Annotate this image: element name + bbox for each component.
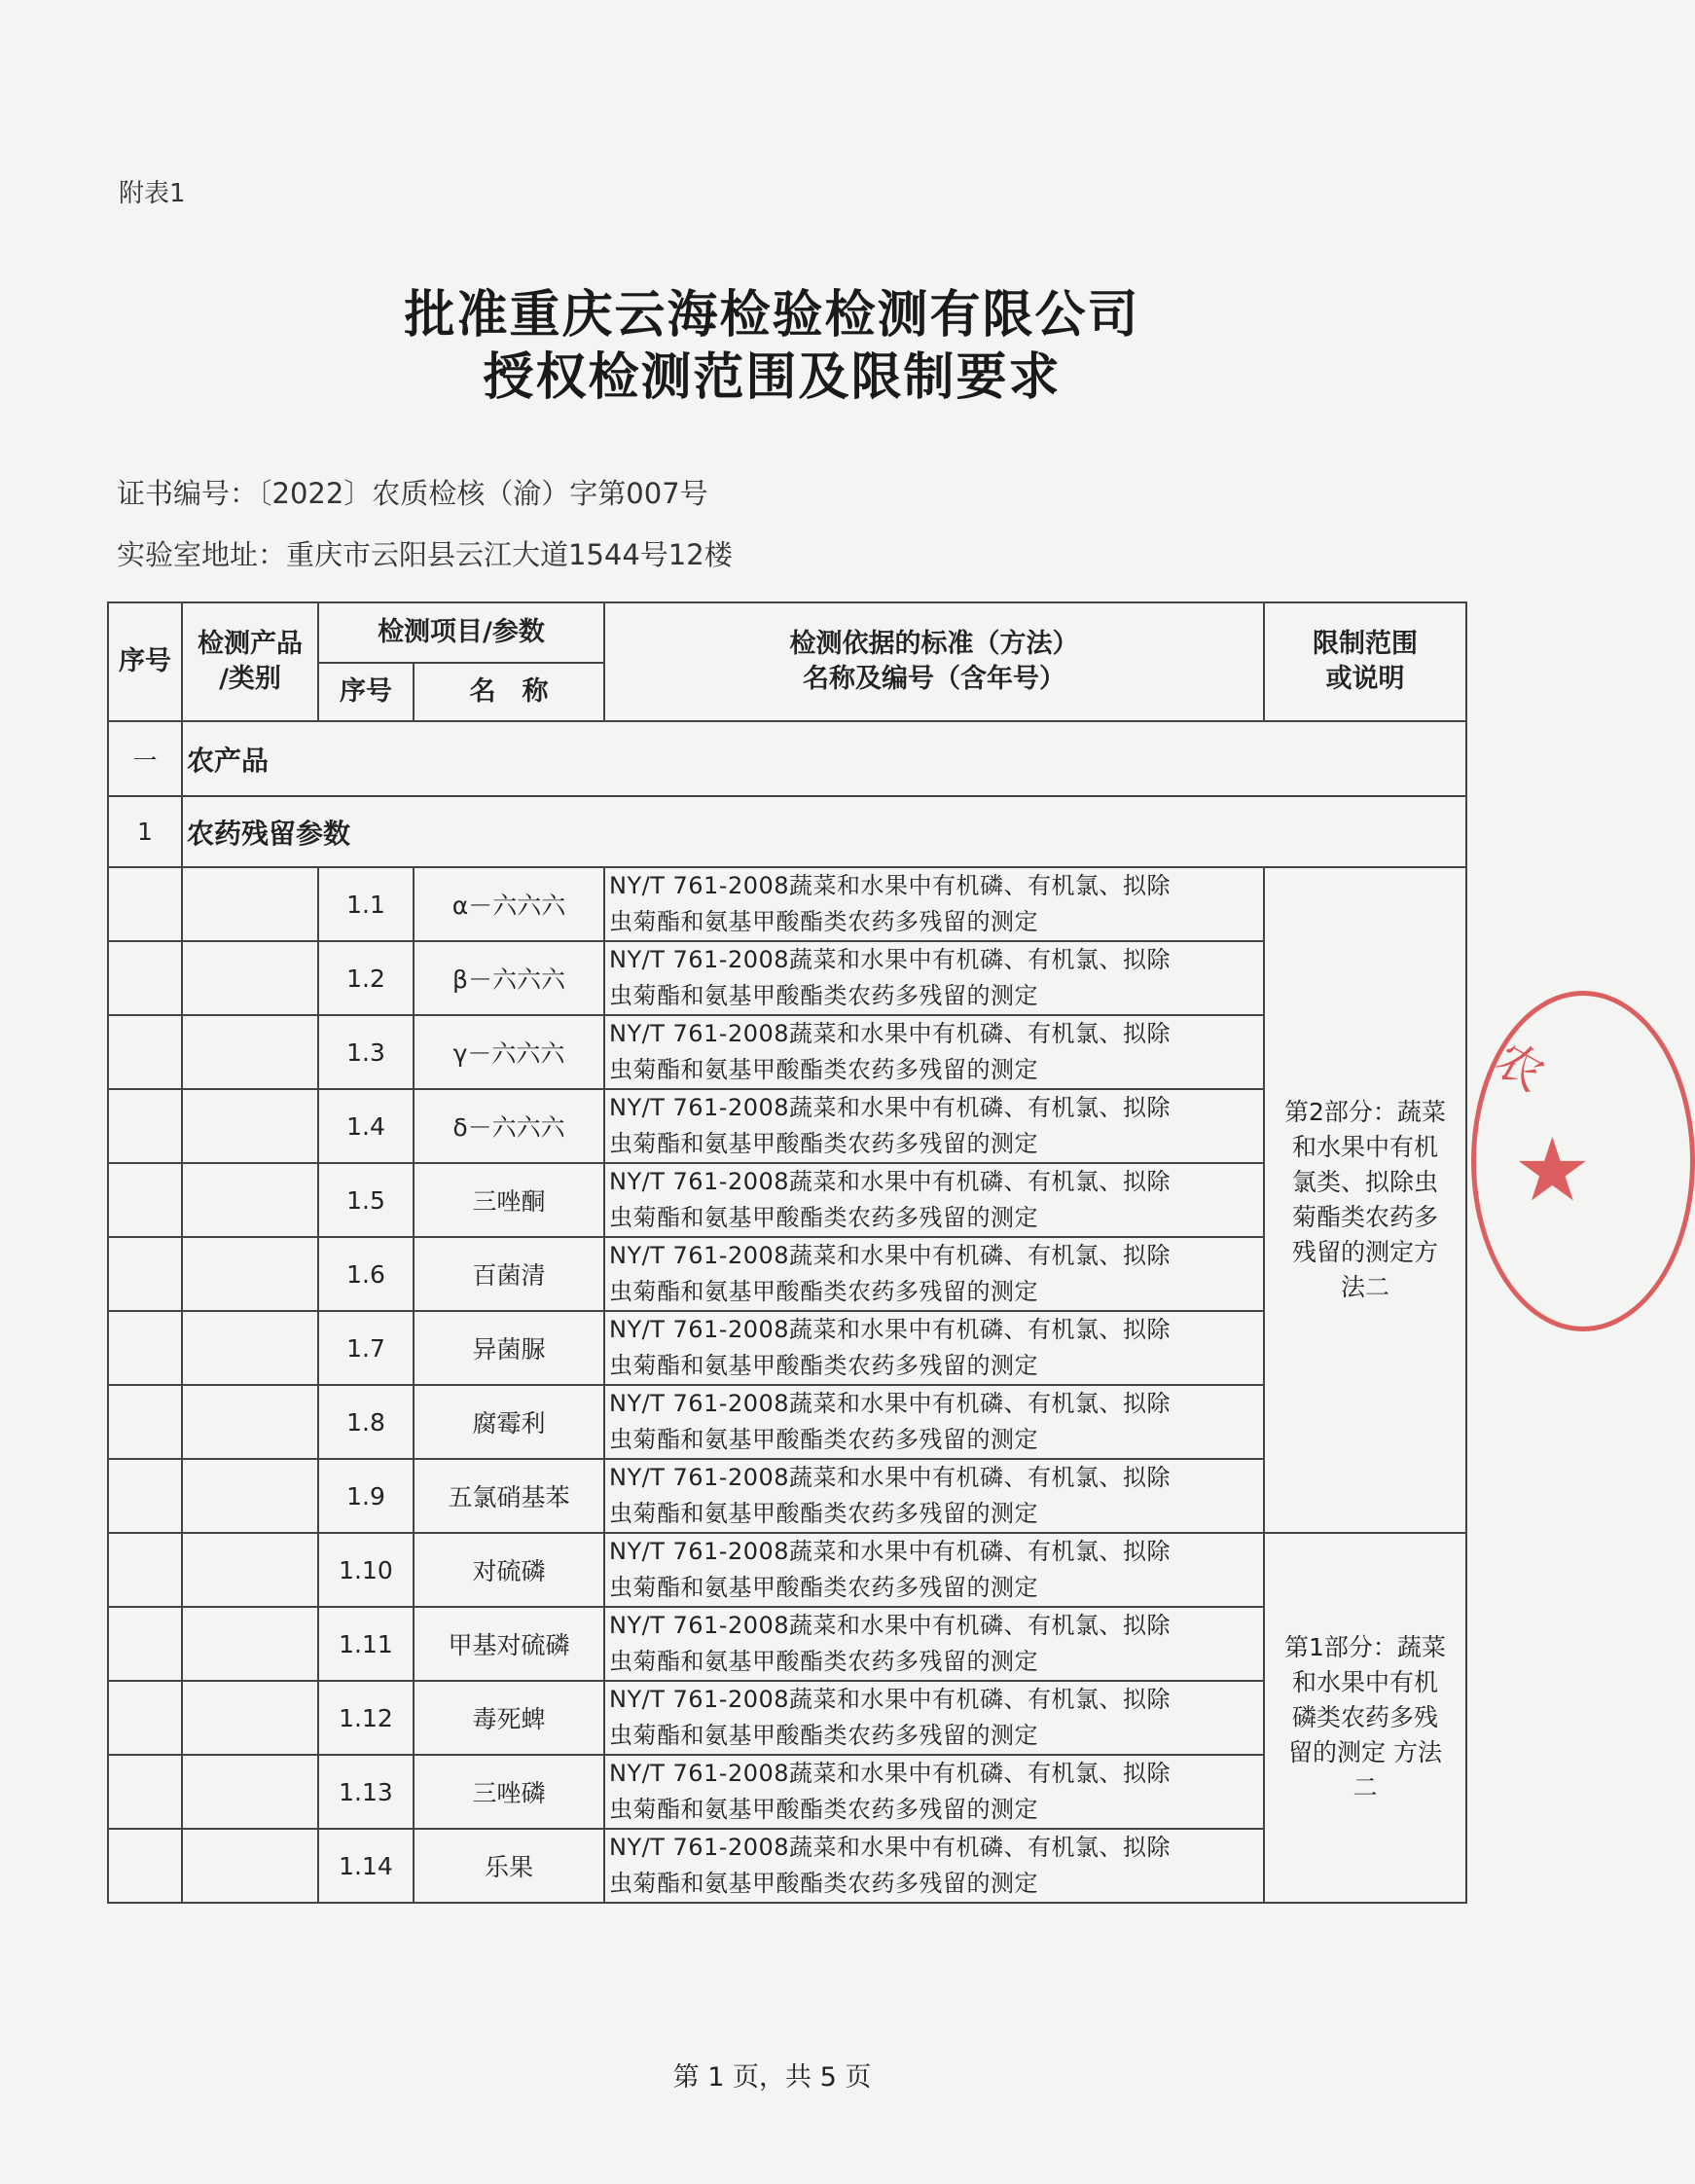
table-row xyxy=(108,1385,1466,1459)
item-no: 1.11 xyxy=(318,1607,414,1681)
item-no: 1.7 xyxy=(318,1311,414,1385)
header-item-no: 序号 xyxy=(318,663,414,721)
item-no: 1.1 xyxy=(318,867,414,941)
item-standard: NY/T 761-2008蔬菜和水果中有机磷、有机氯、拟除 虫菊酯和氨基甲酸酯类农药多残留的测定 xyxy=(604,1533,1264,1607)
row-empty-no xyxy=(108,1237,182,1311)
item-no: 1.3 xyxy=(318,1015,414,1089)
row-empty-product xyxy=(182,1829,318,1903)
row-empty-product xyxy=(182,867,318,941)
section-no: 一 xyxy=(108,721,182,796)
item-standard: NY/T 761-2008蔬菜和水果中有机磷、有机氯、拟除 虫菊酯和氨基甲酸酯类农药多残留的测定 xyxy=(604,941,1264,1015)
row-empty-no xyxy=(108,1681,182,1755)
item-name: 甲基对硫磷 xyxy=(414,1607,604,1681)
item-name: 对硫磷 xyxy=(414,1533,604,1607)
header-no: 序号 xyxy=(108,602,182,721)
item-name: γ－六六六 xyxy=(414,1015,604,1089)
item-standard: NY/T 761-2008蔬菜和水果中有机磷、有机氯、拟除 虫菊酯和氨基甲酸酯类农药多残留的测定 xyxy=(604,1311,1264,1385)
item-no: 1.5 xyxy=(318,1163,414,1237)
item-standard: NY/T 761-2008蔬菜和水果中有机磷、有机氯、拟除 虫菊酯和氨基甲酸酯类农药多残留的测定 xyxy=(604,1015,1264,1089)
header-item-group: 检测项目/参数 xyxy=(318,602,604,663)
row-empty-no xyxy=(108,867,182,941)
row-empty-no xyxy=(108,1089,182,1163)
row-empty-no xyxy=(108,1163,182,1237)
seal-star-icon: ★ xyxy=(1513,1119,1592,1221)
row-empty-product xyxy=(182,1237,318,1311)
item-standard: NY/T 761-2008蔬菜和水果中有机磷、有机氯、拟除 虫菊酯和氨基甲酸酯类农药多残留的测定 xyxy=(604,1459,1264,1533)
row-empty-no xyxy=(108,1015,182,1089)
page-label: 附表1 xyxy=(119,179,186,208)
item-standard: NY/T 761-2008蔬菜和水果中有机磷、有机氯、拟除 虫菊酯和氨基甲酸酯类农药多残留的测定 xyxy=(604,1681,1264,1755)
row-empty-no xyxy=(108,1385,182,1459)
row-empty-product xyxy=(182,941,318,1015)
row-empty-no xyxy=(108,1607,182,1681)
item-no: 1.6 xyxy=(318,1237,414,1311)
table-row xyxy=(108,1829,1466,1903)
item-standard: NY/T 761-2008蔬菜和水果中有机磷、有机氯、拟除 虫菊酯和氨基甲酸酯类农药多残留的测定 xyxy=(604,1237,1264,1311)
item-no: 1.2 xyxy=(318,941,414,1015)
row-empty-product xyxy=(182,1385,318,1459)
row-empty-product xyxy=(182,1311,318,1385)
item-standard: NY/T 761-2008蔬菜和水果中有机磷、有机氯、拟除 虫菊酯和氨基甲酸酯类农药多残留的测定 xyxy=(604,1607,1264,1681)
item-name: 三唑磷 xyxy=(414,1755,604,1829)
table-row xyxy=(108,1533,1466,1607)
table-row xyxy=(108,1311,1466,1385)
page-footer: 第 1 页，共 5 页 xyxy=(672,2062,872,2093)
header-item-name: 名 称 xyxy=(414,663,604,721)
row-empty-product xyxy=(182,1681,318,1755)
item-name: 异菌脲 xyxy=(414,1311,604,1385)
row-empty-no xyxy=(108,941,182,1015)
item-standard: NY/T 761-2008蔬菜和水果中有机磷、有机氯、拟除 虫菊酯和氨基甲酸酯类农药多残留的测定 xyxy=(604,1163,1264,1237)
header-product: 检测产品 /类别 xyxy=(182,602,318,721)
item-name: 毒死蜱 xyxy=(414,1681,604,1755)
row-empty-product xyxy=(182,1607,318,1681)
subsection-label: 农药残留参数 xyxy=(182,796,1466,867)
document-title xyxy=(0,284,1544,409)
row-empty-no xyxy=(108,1311,182,1385)
item-no: 1.13 xyxy=(318,1755,414,1829)
table-row xyxy=(108,1237,1466,1311)
title-line-2: 授权检测范围及限制要求 xyxy=(483,348,1062,407)
scope-table xyxy=(107,601,1467,1904)
table-row xyxy=(108,1755,1466,1829)
row-empty-no xyxy=(108,1533,182,1607)
item-name: 乐果 xyxy=(414,1829,604,1903)
section-label: 农产品 xyxy=(182,721,1466,796)
item-name: 腐霉利 xyxy=(414,1385,604,1459)
certificate-number: 证书编号：〔2022〕农质检核（渝）字第007号 xyxy=(117,477,708,510)
row-empty-product xyxy=(182,1533,318,1607)
row-empty-product xyxy=(182,1015,318,1089)
item-no: 1.14 xyxy=(318,1829,414,1903)
item-no: 1.4 xyxy=(318,1089,414,1163)
row-empty-no xyxy=(108,1755,182,1829)
item-name: δ－六六六 xyxy=(414,1089,604,1163)
table-row xyxy=(108,941,1466,1015)
item-standard: NY/T 761-2008蔬菜和水果中有机磷、有机氯、拟除 虫菊酯和氨基甲酸酯类农药多残留的测定 xyxy=(604,867,1264,941)
limit-note-organophosphorus: 第1部分：蔬菜 和水果中有机 磷类农药多残 留的测定 方法 二 xyxy=(1264,1533,1466,1903)
item-name: 百菌清 xyxy=(414,1237,604,1311)
header-standard: 检测依据的标准（方法） 名称及编号（含年号） xyxy=(604,602,1264,721)
header-limit: 限制范围 或说明 xyxy=(1264,602,1466,721)
item-name: α－六六六 xyxy=(414,867,604,941)
item-standard: NY/T 761-2008蔬菜和水果中有机磷、有机氯、拟除 虫菊酯和氨基甲酸酯类农药多残留的测定 xyxy=(604,1755,1264,1829)
subsection-no: 1 xyxy=(108,796,182,867)
table-row xyxy=(108,1459,1466,1533)
limit-note-organochlorine: 第2部分：蔬菜 和水果中有机 氯类、拟除虫 菊酯类农药多 残留的测定方 法二 xyxy=(1264,867,1466,1533)
item-name: 三唑酮 xyxy=(414,1163,604,1237)
row-empty-no xyxy=(108,1459,182,1533)
item-no: 1.9 xyxy=(318,1459,414,1533)
item-standard: NY/T 761-2008蔬菜和水果中有机磷、有机氯、拟除 虫菊酯和氨基甲酸酯类农药多残留的测定 xyxy=(604,1089,1264,1163)
table-row xyxy=(108,867,1466,941)
table-row xyxy=(108,1681,1466,1755)
row-empty-product xyxy=(182,1755,318,1829)
item-no: 1.12 xyxy=(318,1681,414,1755)
row-empty-no xyxy=(108,1829,182,1903)
item-name: β－六六六 xyxy=(414,941,604,1015)
item-standard: NY/T 761-2008蔬菜和水果中有机磷、有机氯、拟除 虫菊酯和氨基甲酸酯类农药多残留的测定 xyxy=(604,1829,1264,1903)
item-no: 1.8 xyxy=(318,1385,414,1459)
table-row xyxy=(108,1607,1466,1681)
seal-text: 农 xyxy=(1485,1032,1554,1103)
table-row xyxy=(108,1089,1466,1163)
item-name: 五氯硝基苯 xyxy=(414,1459,604,1533)
row-empty-product xyxy=(182,1163,318,1237)
item-no: 1.10 xyxy=(318,1533,414,1607)
table-row xyxy=(108,1163,1466,1237)
row-empty-product xyxy=(182,1089,318,1163)
item-standard: NY/T 761-2008蔬菜和水果中有机磷、有机氯、拟除 虫菊酯和氨基甲酸酯类农药多残留的测定 xyxy=(604,1385,1264,1459)
title-line-1: 批准重庆云海检验检测有限公司 xyxy=(404,286,1140,345)
row-empty-product xyxy=(182,1459,318,1533)
table-row xyxy=(108,1015,1466,1089)
lab-address: 实验室地址：重庆市云阳县云江大道1544号12楼 xyxy=(117,538,733,571)
